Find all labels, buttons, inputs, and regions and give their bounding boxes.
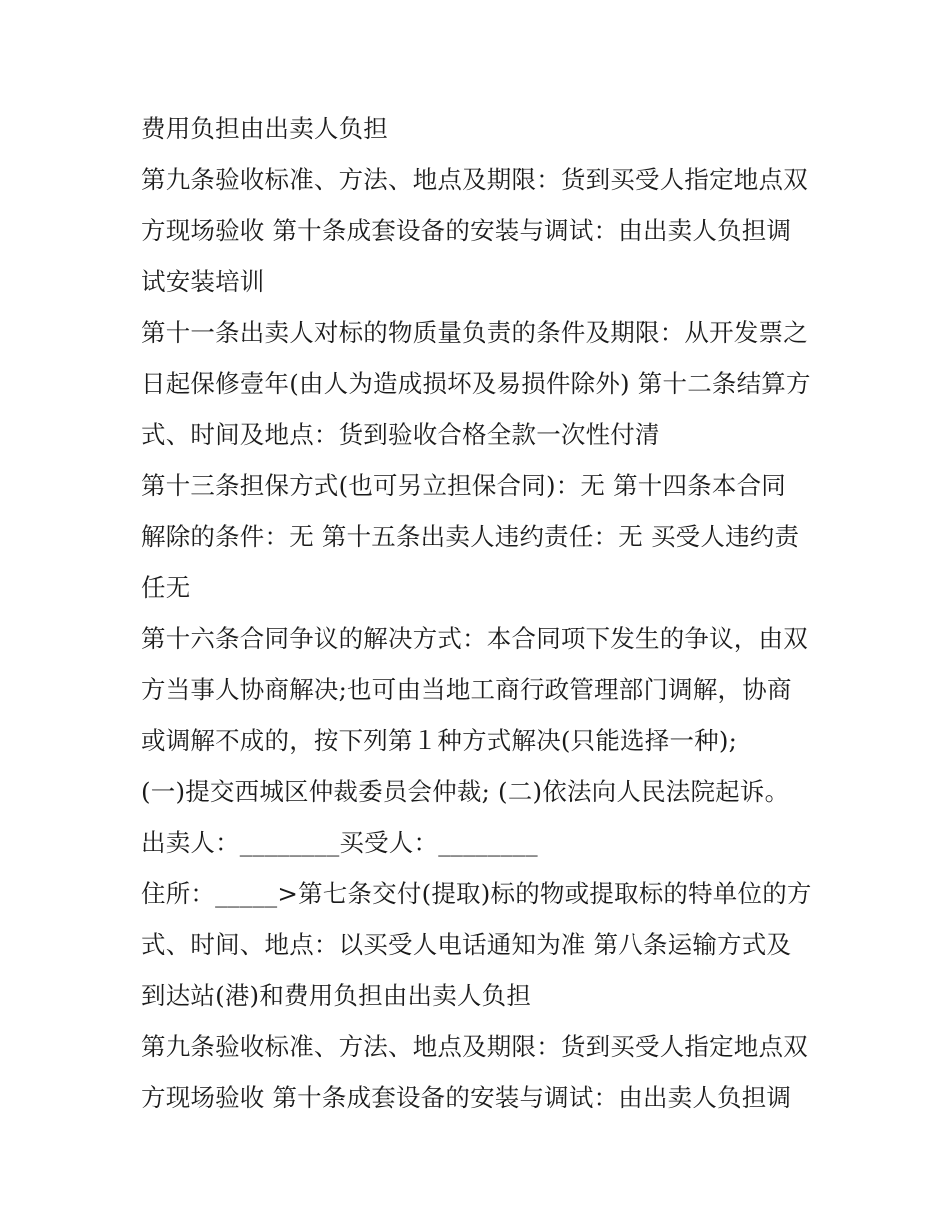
text-line: 或调解不成的，按下列第１种方式解决(只能选择一种); bbox=[141, 726, 738, 755]
text-line: 任无 bbox=[141, 573, 191, 602]
text-line: 解除的条件：无 第十五条出卖人违约责任：无 买受人违约责 bbox=[141, 522, 800, 551]
text-line: 方当事人协商解决;也可由当地工商行政管理部门调解，协商 bbox=[141, 675, 792, 704]
text-line: 方现场验收 第十条成套设备的安装与调试：由出卖人负担调 bbox=[141, 1083, 792, 1112]
text-line: 第九条验收标准、方法、地点及期限：货到买受人指定地点双 bbox=[141, 165, 808, 194]
text-line: (一)提交西城区仲裁委员会仲裁; (二)依法向人民法院起诉。 bbox=[141, 777, 790, 806]
text-line: 费用负担由出卖人负担 bbox=[141, 114, 388, 143]
text-line: 第十六条合同争议的解决方式：本合同项下发生的争议，由双 bbox=[141, 624, 808, 653]
text-line: 住所：_____>第七条交付(提取)标的物或提取标的特单位的方 bbox=[141, 879, 812, 908]
text-line: 式、时间、地点：以买受人电话通知为准 第八条运输方式及 bbox=[141, 930, 792, 959]
document-body bbox=[141, 112, 821, 1132]
text-line: 到达站(港)和费用负担由出卖人负担 bbox=[141, 981, 532, 1010]
text-line: 试安装培训 bbox=[141, 267, 265, 296]
text-line: 方现场验收 第十条成套设备的安装与调试：由出卖人负担调 bbox=[141, 216, 792, 245]
text-line: 第九条验收标准、方法、地点及期限：货到买受人指定地点双 bbox=[141, 1032, 808, 1061]
text-line: 出卖人：________买受人：________ bbox=[141, 828, 538, 857]
text-line: 式、时间及地点：货到验收合格全款一次性付清 bbox=[141, 420, 660, 449]
text-line: 第十一条出卖人对标的物质量负责的条件及期限：从开发票之 bbox=[141, 318, 808, 347]
text-line: 日起保修壹年(由人为造成损坏及易损件除外) 第十二条结算方 bbox=[141, 369, 811, 398]
text-line: 第十三条担保方式(也可另立担保合同)：无 第十四条本合同 bbox=[141, 471, 787, 500]
